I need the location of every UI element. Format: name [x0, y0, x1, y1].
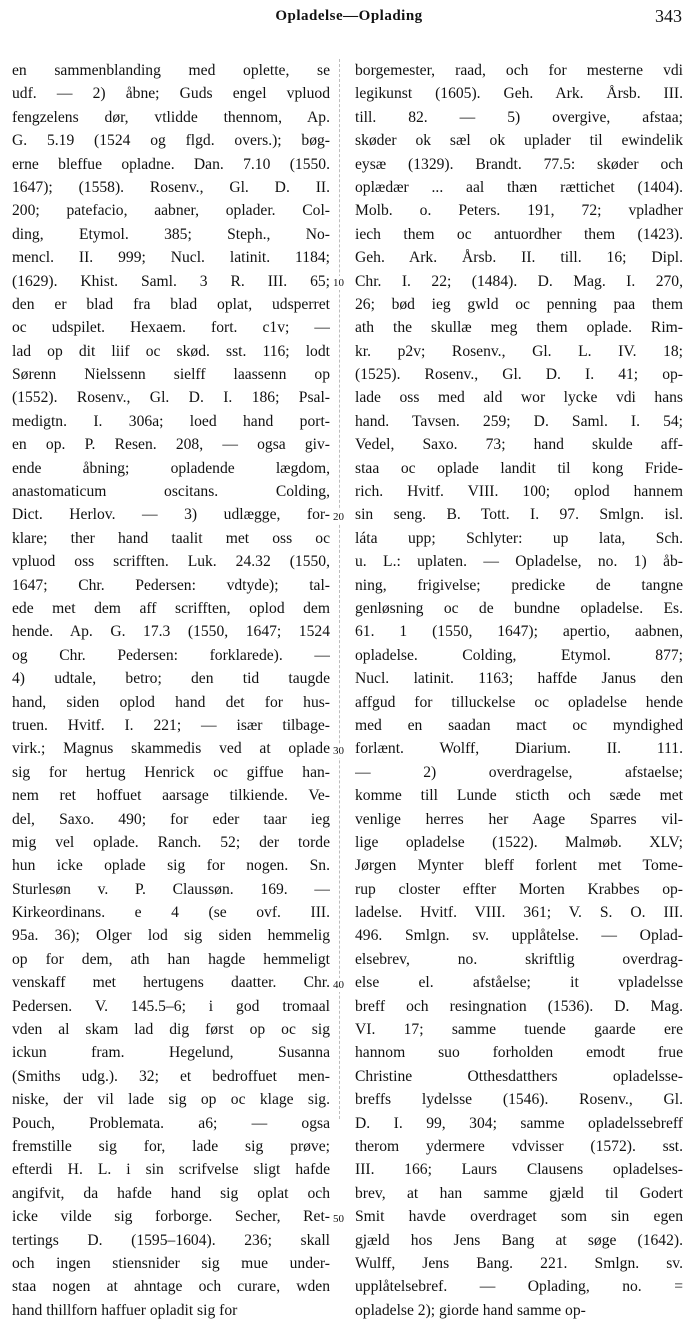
right-column: [355, 59, 683, 1322]
text-line: nem ret hoffuet aarsage tilkiende. Ve-: [12, 787, 330, 805]
text-line: till. 82. — 5) overgive, afstaa;: [355, 108, 683, 126]
column-divider: [339, 59, 340, 1119]
text-line: láta upp; Schlyter: up lata, Sch.: [355, 529, 683, 547]
text-line: oc udspilet. Hexaem. fort. c1v; —: [12, 319, 330, 337]
left-column: [12, 59, 330, 1322]
text-line: hannom suo forholden emodt frue: [355, 1044, 683, 1062]
text-line: lige opladelse (1522). Malmøb. XLV;: [355, 833, 683, 851]
text-line: ickun fram. Hegelund, Susanna: [12, 1044, 330, 1062]
text-line: Pedersen. V. 145.5–6; i god tromaal: [12, 997, 330, 1015]
text-line: 1647; Chr. Pedersen: vdtyde); tal-: [12, 576, 330, 594]
text-line: affgud for tilluckelse oc opladelse hende: [355, 693, 683, 711]
text-line: Sørenn Nielssenn sielff laassenn op: [12, 366, 330, 384]
text-line: sig for hertug Henrick oc giffue han-: [12, 763, 330, 781]
text-line: fremstille sig for, lade sig prøve;: [12, 1137, 330, 1155]
line-number: 10: [333, 276, 344, 289]
text-line: angifvit, da hafde hand sig oplat och: [12, 1184, 330, 1202]
text-line: hende. Ap. G. 17.3 (1550, 1647; 1524: [12, 623, 330, 641]
text-line: 26; bød ieg gwld oc penning paa them: [355, 295, 683, 313]
running-head: Opladelse—Oplading: [275, 8, 423, 24]
text-line: komme till Lunde sticth och sæde met: [355, 787, 683, 805]
text-line: VI. 17; samme tuende gaarde ere: [355, 1021, 683, 1039]
text-line: eysæ (1329). Brandt. 77.5: skøder och: [355, 155, 683, 173]
text-line: (1552). Rosenv., Gl. D. I. 186; Psal-: [12, 389, 330, 407]
text-line: Christine Otthesdatthers opladelsse-: [355, 1067, 683, 1085]
page-number: 343: [655, 6, 682, 26]
text-line: III. 166; Laurs Clausens opladelses-: [355, 1161, 683, 1179]
text-line: legikunst (1605). Geh. Ark. Årsb. III.: [355, 85, 683, 103]
text-line: och ingen stiensnider sig mue under-: [12, 1254, 330, 1272]
text-line: brev, at han samme gjæld til Godert: [355, 1184, 683, 1202]
text-line: hand. Tavsen. 259; D. Saml. I. 54;: [355, 412, 683, 430]
text-line: — 2) overdragelse, afstaelse;: [355, 763, 683, 781]
text-line: staa oc oplade landit til kong Fride-: [355, 459, 683, 477]
text-line: therom ydermere vdvisser (1572). sst.: [355, 1137, 683, 1155]
text-line: opladelse 2); giorde hand samme op-: [355, 1301, 586, 1319]
text-line: borgemester, raad, och for mesterne vdi: [355, 62, 683, 79]
text-line: mig vel oplade. Ranch. 52; der torde: [12, 833, 330, 851]
line-number: 50: [333, 1212, 344, 1225]
text-line: vpluod oss scrifften. Luk. 24.32 (1550,: [12, 553, 330, 571]
text-line: klare; ther hand taalit met oss oc: [12, 529, 330, 547]
text-line: (1525). Rosenv., Gl. D. I. 41; op-: [355, 366, 683, 384]
text-line: tertings D. (1595–1604). 236; skall: [12, 1231, 330, 1249]
text-line: Smit havde overdraget som sin egen: [355, 1208, 683, 1226]
text-line: D. I. 99, 304; samme opladelssebreff: [355, 1114, 683, 1132]
text-line: anastomaticum oscitans. Colding,: [12, 483, 330, 501]
text-line: Vedel, Saxo. 73; hand skulde aff-: [355, 436, 683, 454]
page-header: [0, 6, 698, 28]
text-line: Pouch, Problemata. a6; — ogsa: [12, 1114, 330, 1132]
text-line: iech them oc antuordher them (1423).: [355, 225, 683, 243]
text-line: Jørgen Mynter bleff forlent met Tome-: [355, 857, 683, 875]
text-line: venskaff met hertugens daatter. Chr.: [12, 974, 330, 992]
text-line: efterdi H. L. i sin scrifvelse sligt hafde: [12, 1161, 330, 1179]
text-line: Dict. Herlov. — 3) udlægge, for-: [12, 506, 330, 524]
text-line: kr. p2v; Rosenv., Gl. L. IV. 18;: [355, 342, 683, 360]
text-line: genløsning oc de bundne opladelse. Es.: [355, 599, 683, 617]
text-line: icke vilde sig forborge. Secher, Ret-: [12, 1208, 330, 1226]
text-line: vden al skam lad dig først op oc sig: [12, 1021, 330, 1039]
text-line: hun icke oplade sig for nogen. Sn.: [12, 857, 330, 875]
text-line: 1647); (1558). Rosenv., Gl. D. II.: [12, 178, 330, 196]
text-line: erne bleffue opladne. Dan. 7.10 (1550.: [12, 155, 330, 173]
text-line: ath the skullæ meg them oplade. Rim-: [355, 319, 683, 337]
text-line: op for dem, ath han hagde hemmeligt: [12, 950, 330, 968]
text-line: ding, Etymol. 385; Steph., No-: [12, 225, 330, 243]
text-line: ede met dem aff scrifften, oplod dem: [12, 599, 330, 617]
text-line: en op. P. Resen. 208, — ogsa giv-: [12, 436, 330, 454]
text-line: Kirkeordinans. e 4 (se ovf. III.: [12, 904, 330, 922]
text-line: elsebrev, no. skriftlig overdrag-: [355, 950, 683, 968]
line-number: 40: [333, 978, 344, 991]
text-line: 95a. 36); Olger lod sig siden hemmelig: [12, 927, 330, 945]
text-line: ning, frigivelse; predicke de tangne: [355, 576, 683, 594]
text-line: skøder ok sæl ok uplader til ewindelik: [355, 132, 683, 150]
text-line: ladelse. Hvitf. VIII. 361; V. S. O. III.: [355, 904, 683, 922]
line-number: 20: [333, 510, 344, 523]
text-line: G. 5.19 (1524 og flgd. overs.); bøg-: [12, 132, 330, 150]
text-line: del, Saxo. 490; for eder taar ieg: [12, 810, 330, 828]
text-line: lade oss med ald wor lycke vdi hans: [355, 389, 683, 407]
text-line: lad op dit liif oc skød. sst. 116; lodt: [12, 342, 330, 360]
text-line: 200; patefacio, aabner, oplader. Col-: [12, 202, 330, 220]
text-line: Chr. I. 22; (1484). D. Mag. I. 270,: [355, 272, 683, 290]
text-line: Nucl. latinit. 1163; haffde Janus den: [355, 670, 683, 688]
text-line: u. L.: uplaten. — Opladelse, no. 1) åb-: [355, 553, 683, 571]
text-line: og Chr. Pedersen: forklarede). —: [12, 646, 330, 664]
text-line: hand, siden oplod hand det for hus-: [12, 693, 330, 711]
text-line: staa nogen at ahntage och curare, wden: [12, 1278, 330, 1296]
text-line: breffs lydelsse (1546). Rosenv., Gl.: [355, 1091, 683, 1109]
text-line: oplædær ... aal thæn rættichet (1404).: [355, 178, 683, 196]
text-line: 496. Smlgn. sv. upplåtelse. — Oplad-: [355, 927, 683, 945]
text-line: (1629). Khist. Saml. 3 R. III. 65;: [12, 272, 330, 290]
text-line: Sturlesøn v. P. Claussøn. 169. —: [12, 880, 330, 898]
text-line: Molb. o. Peters. 191, 72; vpladher: [355, 202, 683, 220]
line-number: 30: [333, 744, 344, 757]
text-line: 4) udtale, betro; den tid taugde: [12, 670, 330, 688]
text-line: breff och resingnation (1536). D. Mag.: [355, 997, 683, 1015]
text-line: hand thillforn haffuer opladit sig for: [12, 1301, 238, 1319]
text-line: (Smiths udg.). 32; et bedroffuet men-: [12, 1067, 330, 1085]
text-line: sin seng. B. Tott. I. 97. Smlgn. isl.: [355, 506, 683, 524]
text-line: Wulff, Jens Bang. 221. Smlgn. sv.: [355, 1254, 683, 1272]
text-line: rup closter effter Morten Krabbes op-: [355, 880, 683, 898]
text-line: udf. — 2) åbne; Guds engel vpluod: [12, 85, 330, 103]
text-line: mencl. II. 999; Nucl. latinit. 1184;: [12, 249, 330, 267]
text-line: en sammenblanding med oplette, se: [12, 62, 330, 79]
text-line: else el. afståelse; it vpladelsse: [355, 974, 683, 992]
text-line: forlænt. Wolff, Diarium. II. 111.: [355, 740, 683, 758]
text-line: rich. Hvitf. VIII. 100; oplod hannem: [355, 483, 683, 501]
text-line: gjæld hos Jens Bang at søge (1642).: [355, 1231, 683, 1249]
text-line: med en saadan mact oc myndighed: [355, 716, 683, 734]
text-line: fengzelens dør, vtlidde thennom, Ap.: [12, 108, 330, 126]
text-line: ende åbning; opladende lægdom,: [12, 459, 330, 477]
text-line: opladelse. Colding, Etymol. 877;: [355, 646, 683, 664]
text-line: Geh. Ark. Årsb. II. till. 16; Dipl.: [355, 249, 683, 267]
text-line: venlige herres her Aage Sparres vil-: [355, 810, 683, 828]
text-line: virk.; Magnus skammedis ved at oplade: [12, 740, 330, 758]
text-line: 61. 1 (1550, 1647); apertio, aabnen,: [355, 623, 683, 641]
text-line: niske, der vil lade sig op oc klage sig.: [12, 1091, 330, 1109]
text-line: medigtn. I. 306a; loed hand port-: [12, 412, 330, 430]
text-line: upplåtelsebref. — Oplading, no. =: [355, 1278, 683, 1296]
text-line: den er blad fra blad oplat, udsperret: [12, 295, 330, 313]
text-line: truen. Hvitf. I. 221; — især tilbage-: [12, 716, 330, 734]
